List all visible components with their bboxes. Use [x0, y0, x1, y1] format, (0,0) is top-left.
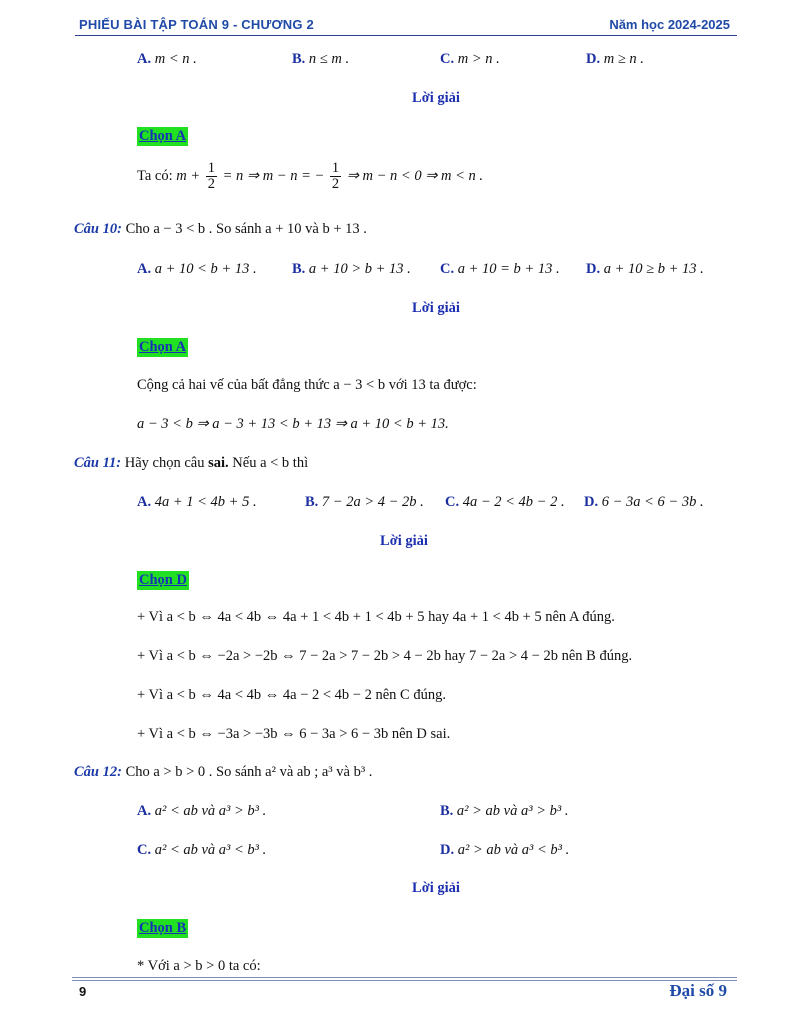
q12-answer-choice — [137, 919, 188, 938]
option-text: a² < ab và a³ < b³ . — [154, 842, 267, 858]
q11-solution-line-2: + Vì a < b ⇔ −2a > −2b ⇔ 7 − 2a > 7 − 2b > 4 − 2b hay 7 − 2a > 4 − 2b nên B đúng. — [137, 648, 633, 664]
option-text: m ≥ n . — [603, 51, 644, 67]
option-letter: B. — [305, 494, 319, 510]
header-school-year: Năm học 2024-2025 — [609, 17, 730, 32]
q12-option-d — [440, 842, 569, 859]
q11-stem — [74, 455, 308, 472]
fraction-numerator: 1 — [207, 160, 216, 176]
q10-solution-heading: Lời giải — [412, 300, 460, 316]
question-label: Câu 10: — [74, 221, 122, 237]
solution-prefix: Ta có: — [137, 167, 173, 184]
option-letter: A. — [137, 494, 152, 510]
q11-option-d — [584, 494, 704, 511]
option-letter: B. — [292, 261, 306, 277]
question-emphasis: sai. — [208, 455, 229, 471]
header-title: PHIẾU BÀI TẬP TOÁN 9 - CHƯƠNG 2 — [79, 17, 314, 32]
q9-option-c — [440, 51, 500, 68]
option-text: n ≤ m . — [308, 51, 350, 67]
option-text: 7 − 2a > 4 − 2b . — [321, 494, 424, 510]
option-text: a + 10 > b + 13 . — [308, 261, 411, 277]
q10-option-c — [440, 261, 560, 278]
question-text: Nếu a < b thì — [232, 455, 309, 471]
footer-subject: Đại số 9 — [669, 981, 727, 1000]
solution-part: ⇒ m − n < 0 ⇒ m < n . — [346, 167, 484, 184]
q11-option-c — [445, 494, 565, 511]
q9-option-a — [137, 51, 197, 68]
q9-answer-choice — [137, 127, 188, 146]
fraction — [206, 161, 217, 192]
q11-solution-line-3: + Vì a < b ⇔ 4a < 4b ⇔ 4a − 2 < 4b − 2 nên C đúng. — [137, 687, 446, 703]
q10-solution-line-1: Cộng cả hai vế của bất đẳng thức a − 3 < b với 13 ta được: — [137, 377, 477, 393]
option-text: a² > ab và a³ > b³ . — [456, 803, 569, 819]
q12-option-b — [440, 803, 568, 820]
option-letter: D. — [440, 842, 455, 858]
question-text: Hãy chọn câu — [124, 455, 205, 471]
question-label: Câu 12: — [74, 764, 122, 780]
q11-solution-line-1: + Vì a < b ⇔ 4a < 4b ⇔ 4a + 1 < 4b + 1 < 4b + 5 hay 4a + 1 < 4b + 5 nên A đúng. — [137, 609, 615, 625]
q9-option-d — [586, 51, 644, 68]
question-text: Cho a > b > 0 . So sánh a² và ab ; a³ và b³ . — [125, 764, 373, 780]
option-text: 4a − 2 < 4b − 2 . — [462, 494, 565, 510]
option-text: m < n . — [154, 51, 197, 67]
q10-solution-line-2: a − 3 < b ⇒ a − 3 + 13 < b + 13 ⇒ a + 10 < b + 13. — [137, 416, 449, 432]
option-letter: A. — [137, 261, 152, 277]
chosen-answer-badge: Chọn A — [139, 339, 187, 355]
q10-stem — [74, 221, 367, 238]
q10-option-d — [586, 261, 704, 278]
option-text: m > n . — [457, 51, 500, 67]
option-text: a² < ab và a³ > b³ . — [154, 803, 267, 819]
chosen-answer-badge: Chọn D — [139, 572, 187, 588]
fraction — [330, 161, 341, 192]
chosen-answer-badge: Chọn B — [139, 920, 187, 936]
question-label: Câu 11: — [74, 455, 122, 471]
solution-part: = n ⇒ m − n = − — [222, 167, 325, 184]
chosen-answer-badge: Chọn A — [139, 128, 187, 144]
option-letter: C. — [445, 494, 460, 510]
q11-option-b — [305, 494, 424, 511]
q11-answer-choice — [137, 571, 189, 590]
option-text: a + 10 ≥ b + 13 . — [603, 261, 704, 277]
q10-answer-choice — [137, 338, 188, 357]
q10-option-a — [137, 261, 257, 278]
fraction-numerator: 1 — [331, 160, 340, 176]
option-letter: B. — [292, 51, 306, 67]
fraction-denominator: 2 — [331, 176, 340, 192]
q11-option-a — [137, 494, 257, 511]
fraction-denominator: 2 — [207, 176, 216, 192]
question-text: Cho a − 3 < b . So sánh a + 10 và b + 13 . — [125, 221, 367, 237]
option-text: a + 10 < b + 13 . — [154, 261, 257, 277]
q11-solution-line-4: + Vì a < b ⇔ −3a > −3b ⇔ 6 − 3a > 6 − 3b nên D sai. — [137, 726, 451, 742]
option-text: 4a + 1 < 4b + 5 . — [154, 494, 257, 510]
option-letter: C. — [440, 261, 455, 277]
option-text: a² > ab và a³ < b³ . — [457, 842, 570, 858]
solution-part: m + — [176, 167, 201, 184]
option-letter: D. — [584, 494, 599, 510]
q10-option-b — [292, 261, 411, 278]
footer-divider — [72, 980, 737, 981]
q12-stem — [74, 764, 372, 781]
option-letter: A. — [137, 51, 152, 67]
q9-solution-line — [137, 161, 483, 192]
option-letter: D. — [586, 261, 601, 277]
q9-solution-heading: Lời giải — [412, 90, 460, 106]
option-letter: A. — [137, 803, 152, 819]
header-divider — [75, 35, 737, 36]
option-letter: C. — [440, 51, 455, 67]
page-number: 9 — [79, 984, 87, 999]
q12-option-c — [137, 842, 266, 859]
option-letter: D. — [586, 51, 601, 67]
q12-solution-heading: Lời giải — [412, 880, 460, 896]
footer-divider — [72, 977, 737, 978]
option-text: 6 − 3a < 6 − 3b . — [601, 494, 704, 510]
q12-option-a — [137, 803, 266, 820]
option-letter: C. — [137, 842, 152, 858]
option-letter: B. — [440, 803, 454, 819]
q12-solution-line-1: * Với a > b > 0 ta có: — [137, 958, 261, 974]
q9-option-b — [292, 51, 349, 68]
option-text: a + 10 = b + 13 . — [457, 261, 560, 277]
q11-solution-heading: Lời giải — [380, 533, 428, 549]
